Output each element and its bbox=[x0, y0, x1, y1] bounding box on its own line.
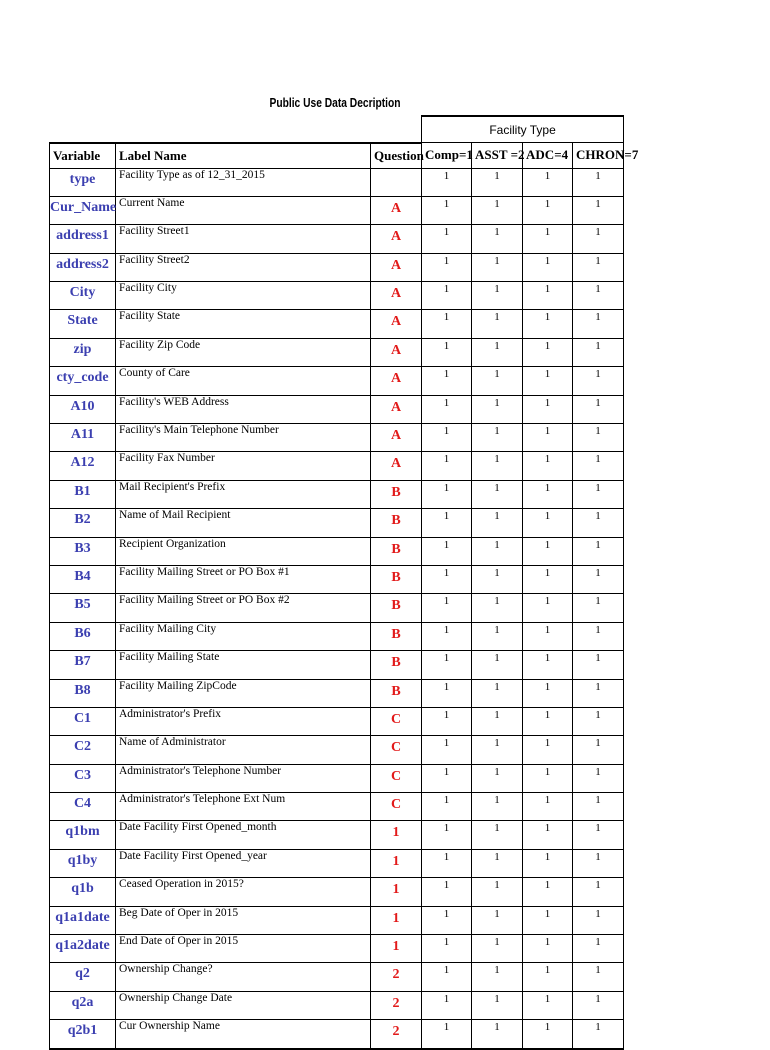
chron-cell: 1 bbox=[573, 651, 624, 679]
table-row bbox=[50, 821, 624, 849]
adc-cell: 1 bbox=[523, 225, 573, 253]
label-cell: County of Care bbox=[116, 367, 371, 395]
col-label: Label Name bbox=[116, 143, 371, 169]
label-cell: Facility City bbox=[116, 282, 371, 310]
asst-cell: 1 bbox=[472, 509, 523, 537]
variable-cell: B1 bbox=[50, 480, 116, 508]
question-cell: 1 bbox=[371, 821, 422, 849]
comp-cell: 1 bbox=[422, 338, 472, 366]
asst-cell: 1 bbox=[472, 367, 523, 395]
question-cell: B bbox=[371, 480, 422, 508]
question-cell: 1 bbox=[371, 935, 422, 963]
adc-cell: 1 bbox=[523, 793, 573, 821]
question-cell: A bbox=[371, 367, 422, 395]
question-cell: A bbox=[371, 395, 422, 423]
question-cell: B bbox=[371, 537, 422, 565]
table-row bbox=[50, 764, 624, 792]
comp-cell: 1 bbox=[422, 310, 472, 338]
col-question: Question bbox=[371, 143, 422, 169]
chron-cell: 1 bbox=[573, 452, 624, 480]
question-cell: 1 bbox=[371, 878, 422, 906]
label-cell: Facility's WEB Address bbox=[116, 395, 371, 423]
label-cell: Administrator's Prefix bbox=[116, 707, 371, 735]
chron-cell: 1 bbox=[573, 935, 624, 963]
asst-cell: 1 bbox=[472, 225, 523, 253]
comp-cell: 1 bbox=[422, 253, 472, 281]
chron-cell: 1 bbox=[573, 225, 624, 253]
comp-cell: 1 bbox=[422, 679, 472, 707]
chron-cell: 1 bbox=[573, 679, 624, 707]
col-adc: ADC=4 bbox=[523, 143, 573, 169]
asst-cell: 1 bbox=[472, 764, 523, 792]
adc-cell: 1 bbox=[523, 651, 573, 679]
chron-cell: 1 bbox=[573, 168, 624, 196]
question-cell: A bbox=[371, 310, 422, 338]
chron-cell: 1 bbox=[573, 565, 624, 593]
table-row bbox=[50, 509, 624, 537]
comp-cell: 1 bbox=[422, 168, 472, 196]
chron-cell: 1 bbox=[573, 480, 624, 508]
adc-cell: 1 bbox=[523, 168, 573, 196]
question-cell: A bbox=[371, 452, 422, 480]
label-cell: Cur Ownership Name bbox=[116, 1020, 371, 1049]
asst-cell: 1 bbox=[472, 651, 523, 679]
label-cell: Name of Administrator bbox=[116, 736, 371, 764]
chron-cell: 1 bbox=[573, 338, 624, 366]
label-cell: Ownership Change? bbox=[116, 963, 371, 991]
variable-cell: B4 bbox=[50, 565, 116, 593]
comp-cell: 1 bbox=[422, 849, 472, 877]
question-cell bbox=[371, 168, 422, 196]
question-cell: C bbox=[371, 736, 422, 764]
adc-cell: 1 bbox=[523, 1020, 573, 1049]
chron-cell: 1 bbox=[573, 764, 624, 792]
comp-cell: 1 bbox=[422, 196, 472, 224]
asst-cell: 1 bbox=[472, 707, 523, 735]
table-row bbox=[50, 651, 624, 679]
col-variable: Variable bbox=[50, 143, 116, 169]
col-chron: CHRON=7 bbox=[573, 143, 624, 169]
table-row bbox=[50, 424, 624, 452]
asst-cell: 1 bbox=[472, 253, 523, 281]
asst-cell: 1 bbox=[472, 793, 523, 821]
label-cell: Facility Type as of 12_31_2015 bbox=[116, 168, 371, 196]
asst-cell: 1 bbox=[472, 480, 523, 508]
comp-cell: 1 bbox=[422, 480, 472, 508]
comp-cell: 1 bbox=[422, 906, 472, 934]
variable-cell: A12 bbox=[50, 452, 116, 480]
label-cell: Administrator's Telephone Number bbox=[116, 764, 371, 792]
label-cell: Name of Mail Recipient bbox=[116, 509, 371, 537]
facility-type-header-row bbox=[50, 116, 624, 143]
question-cell: B bbox=[371, 651, 422, 679]
chron-cell: 1 bbox=[573, 509, 624, 537]
question-cell: 1 bbox=[371, 906, 422, 934]
adc-cell: 1 bbox=[523, 565, 573, 593]
question-cell: 2 bbox=[371, 963, 422, 991]
label-cell: Recipient Organization bbox=[116, 537, 371, 565]
page-title: Public Use Data Decription bbox=[269, 96, 401, 110]
variable-cell: cty_code bbox=[50, 367, 116, 395]
asst-cell: 1 bbox=[472, 282, 523, 310]
adc-cell: 1 bbox=[523, 764, 573, 792]
comp-cell: 1 bbox=[422, 878, 472, 906]
table-row bbox=[50, 253, 624, 281]
variable-cell: q1a2date bbox=[50, 935, 116, 963]
variable-cell: B8 bbox=[50, 679, 116, 707]
question-cell: 2 bbox=[371, 991, 422, 1019]
variable-cell: City bbox=[50, 282, 116, 310]
comp-cell: 1 bbox=[422, 594, 472, 622]
label-cell: Facility Zip Code bbox=[116, 338, 371, 366]
comp-cell: 1 bbox=[422, 793, 472, 821]
comp-cell: 1 bbox=[422, 821, 472, 849]
comp-cell: 1 bbox=[422, 509, 472, 537]
chron-cell: 1 bbox=[573, 622, 624, 650]
adc-cell: 1 bbox=[523, 736, 573, 764]
comp-cell: 1 bbox=[422, 707, 472, 735]
table-row bbox=[50, 793, 624, 821]
adc-cell: 1 bbox=[523, 196, 573, 224]
chron-cell: 1 bbox=[573, 991, 624, 1019]
question-cell: C bbox=[371, 707, 422, 735]
comp-cell: 1 bbox=[422, 395, 472, 423]
chron-cell: 1 bbox=[573, 707, 624, 735]
adc-cell: 1 bbox=[523, 367, 573, 395]
asst-cell: 1 bbox=[472, 452, 523, 480]
question-cell: 2 bbox=[371, 1020, 422, 1049]
variable-cell: Cur_Name bbox=[50, 196, 116, 224]
adc-cell: 1 bbox=[523, 424, 573, 452]
adc-cell: 1 bbox=[523, 594, 573, 622]
chron-cell: 1 bbox=[573, 537, 624, 565]
adc-cell: 1 bbox=[523, 537, 573, 565]
chron-cell: 1 bbox=[573, 253, 624, 281]
question-cell: A bbox=[371, 253, 422, 281]
table-row bbox=[50, 367, 624, 395]
adc-cell: 1 bbox=[523, 878, 573, 906]
question-cell: C bbox=[371, 793, 422, 821]
variable-cell: q2 bbox=[50, 963, 116, 991]
chron-cell: 1 bbox=[573, 736, 624, 764]
question-cell: C bbox=[371, 764, 422, 792]
variable-cell: zip bbox=[50, 338, 116, 366]
table-row bbox=[50, 849, 624, 877]
question-cell: B bbox=[371, 679, 422, 707]
asst-cell: 1 bbox=[472, 310, 523, 338]
asst-cell: 1 bbox=[472, 168, 523, 196]
table-row bbox=[50, 963, 624, 991]
table-row bbox=[50, 537, 624, 565]
table-row bbox=[50, 679, 624, 707]
asst-cell: 1 bbox=[472, 906, 523, 934]
table-row bbox=[50, 480, 624, 508]
table-row bbox=[50, 1020, 624, 1049]
variable-cell: q2b1 bbox=[50, 1020, 116, 1049]
table-row bbox=[50, 906, 624, 934]
variable-cell: B7 bbox=[50, 651, 116, 679]
table-row bbox=[50, 594, 624, 622]
table-row bbox=[50, 452, 624, 480]
question-cell: 1 bbox=[371, 849, 422, 877]
adc-cell: 1 bbox=[523, 821, 573, 849]
chron-cell: 1 bbox=[573, 367, 624, 395]
comp-cell: 1 bbox=[422, 424, 472, 452]
comp-cell: 1 bbox=[422, 282, 472, 310]
label-cell: Beg Date of Oper in 2015 bbox=[116, 906, 371, 934]
table-row bbox=[50, 168, 624, 196]
variable-cell: q1bm bbox=[50, 821, 116, 849]
asst-cell: 1 bbox=[472, 424, 523, 452]
adc-cell: 1 bbox=[523, 253, 573, 281]
comp-cell: 1 bbox=[422, 651, 472, 679]
variable-cell: A11 bbox=[50, 424, 116, 452]
adc-cell: 1 bbox=[523, 395, 573, 423]
chron-cell: 1 bbox=[573, 282, 624, 310]
variable-cell: C1 bbox=[50, 707, 116, 735]
asst-cell: 1 bbox=[472, 935, 523, 963]
comp-cell: 1 bbox=[422, 452, 472, 480]
adc-cell: 1 bbox=[523, 480, 573, 508]
variable-cell: address1 bbox=[50, 225, 116, 253]
asst-cell: 1 bbox=[472, 565, 523, 593]
label-cell: Ceased Operation in 2015? bbox=[116, 878, 371, 906]
adc-cell: 1 bbox=[523, 935, 573, 963]
asst-cell: 1 bbox=[472, 736, 523, 764]
label-cell: Facility State bbox=[116, 310, 371, 338]
comp-cell: 1 bbox=[422, 367, 472, 395]
variable-cell: address2 bbox=[50, 253, 116, 281]
variable-cell: q1b bbox=[50, 878, 116, 906]
table-row bbox=[50, 310, 624, 338]
label-cell: Facility Street2 bbox=[116, 253, 371, 281]
variable-cell: A10 bbox=[50, 395, 116, 423]
label-cell: Facility's Main Telephone Number bbox=[116, 424, 371, 452]
variable-cell: B2 bbox=[50, 509, 116, 537]
facility-type-header: Facility Type bbox=[422, 116, 624, 143]
label-cell: Facility Street1 bbox=[116, 225, 371, 253]
col-asst: ASST =2 bbox=[472, 143, 523, 169]
question-cell: A bbox=[371, 225, 422, 253]
variable-cell: q1a1date bbox=[50, 906, 116, 934]
asst-cell: 1 bbox=[472, 679, 523, 707]
asst-cell: 1 bbox=[472, 991, 523, 1019]
asst-cell: 1 bbox=[472, 849, 523, 877]
label-cell: Facility Mailing ZipCode bbox=[116, 679, 371, 707]
asst-cell: 1 bbox=[472, 622, 523, 650]
adc-cell: 1 bbox=[523, 282, 573, 310]
adc-cell: 1 bbox=[523, 963, 573, 991]
question-cell: A bbox=[371, 338, 422, 366]
adc-cell: 1 bbox=[523, 849, 573, 877]
chron-cell: 1 bbox=[573, 849, 624, 877]
adc-cell: 1 bbox=[523, 509, 573, 537]
chron-cell: 1 bbox=[573, 963, 624, 991]
comp-cell: 1 bbox=[422, 1020, 472, 1049]
adc-cell: 1 bbox=[523, 452, 573, 480]
variable-cell: C4 bbox=[50, 793, 116, 821]
variable-cell: C3 bbox=[50, 764, 116, 792]
chron-cell: 1 bbox=[573, 395, 624, 423]
label-cell: Facility Mailing Street or PO Box #2 bbox=[116, 594, 371, 622]
table-row bbox=[50, 338, 624, 366]
label-cell: Date Facility First Opened_year bbox=[116, 849, 371, 877]
comp-cell: 1 bbox=[422, 736, 472, 764]
label-cell: Current Name bbox=[116, 196, 371, 224]
question-cell: B bbox=[371, 509, 422, 537]
adc-cell: 1 bbox=[523, 679, 573, 707]
label-cell: Administrator's Telephone Ext Num bbox=[116, 793, 371, 821]
comp-cell: 1 bbox=[422, 963, 472, 991]
label-cell: Facility Mailing Street or PO Box #1 bbox=[116, 565, 371, 593]
adc-cell: 1 bbox=[523, 707, 573, 735]
asst-cell: 1 bbox=[472, 395, 523, 423]
question-cell: B bbox=[371, 594, 422, 622]
adc-cell: 1 bbox=[523, 622, 573, 650]
table-row bbox=[50, 736, 624, 764]
variable-cell: type bbox=[50, 168, 116, 196]
comp-cell: 1 bbox=[422, 622, 472, 650]
adc-cell: 1 bbox=[523, 906, 573, 934]
table-row bbox=[50, 707, 624, 735]
comp-cell: 1 bbox=[422, 537, 472, 565]
chron-cell: 1 bbox=[573, 906, 624, 934]
variable-cell: q1by bbox=[50, 849, 116, 877]
variable-cell: B6 bbox=[50, 622, 116, 650]
adc-cell: 1 bbox=[523, 991, 573, 1019]
question-cell: A bbox=[371, 424, 422, 452]
chron-cell: 1 bbox=[573, 1020, 624, 1049]
label-cell: Date Facility First Opened_month bbox=[116, 821, 371, 849]
table-row bbox=[50, 935, 624, 963]
adc-cell: 1 bbox=[523, 310, 573, 338]
adc-cell: 1 bbox=[523, 338, 573, 366]
question-cell: A bbox=[371, 282, 422, 310]
variable-cell: q2a bbox=[50, 991, 116, 1019]
label-cell: Ownership Change Date bbox=[116, 991, 371, 1019]
question-cell: B bbox=[371, 565, 422, 593]
chron-cell: 1 bbox=[573, 424, 624, 452]
variable-cell: C2 bbox=[50, 736, 116, 764]
label-cell: Facility Mailing City bbox=[116, 622, 371, 650]
table-row bbox=[50, 225, 624, 253]
chron-cell: 1 bbox=[573, 878, 624, 906]
chron-cell: 1 bbox=[573, 821, 624, 849]
asst-cell: 1 bbox=[472, 821, 523, 849]
asst-cell: 1 bbox=[472, 878, 523, 906]
chron-cell: 1 bbox=[573, 793, 624, 821]
asst-cell: 1 bbox=[472, 196, 523, 224]
label-cell: Facility Fax Number bbox=[116, 452, 371, 480]
table-row bbox=[50, 282, 624, 310]
col-comp: Comp=1 bbox=[422, 143, 472, 169]
table-row bbox=[50, 622, 624, 650]
comp-cell: 1 bbox=[422, 764, 472, 792]
asst-cell: 1 bbox=[472, 594, 523, 622]
table-row bbox=[50, 565, 624, 593]
chron-cell: 1 bbox=[573, 196, 624, 224]
table-row bbox=[50, 991, 624, 1019]
asst-cell: 1 bbox=[472, 1020, 523, 1049]
data-dictionary-table bbox=[49, 115, 639, 1050]
chron-cell: 1 bbox=[573, 594, 624, 622]
table-row bbox=[50, 395, 624, 423]
chron-cell: 1 bbox=[573, 310, 624, 338]
comp-cell: 1 bbox=[422, 935, 472, 963]
variable-cell: B3 bbox=[50, 537, 116, 565]
asst-cell: 1 bbox=[472, 537, 523, 565]
label-cell: Mail Recipient's Prefix bbox=[116, 480, 371, 508]
comp-cell: 1 bbox=[422, 565, 472, 593]
comp-cell: 1 bbox=[422, 991, 472, 1019]
table-row bbox=[50, 196, 624, 224]
table-row bbox=[50, 878, 624, 906]
question-cell: A bbox=[371, 196, 422, 224]
label-cell: Facility Mailing State bbox=[116, 651, 371, 679]
label-cell: End Date of Oper in 2015 bbox=[116, 935, 371, 963]
column-header-row bbox=[50, 143, 624, 169]
asst-cell: 1 bbox=[472, 963, 523, 991]
comp-cell: 1 bbox=[422, 225, 472, 253]
asst-cell: 1 bbox=[472, 338, 523, 366]
variable-cell: State bbox=[50, 310, 116, 338]
question-cell: B bbox=[371, 622, 422, 650]
variable-cell: B5 bbox=[50, 594, 116, 622]
